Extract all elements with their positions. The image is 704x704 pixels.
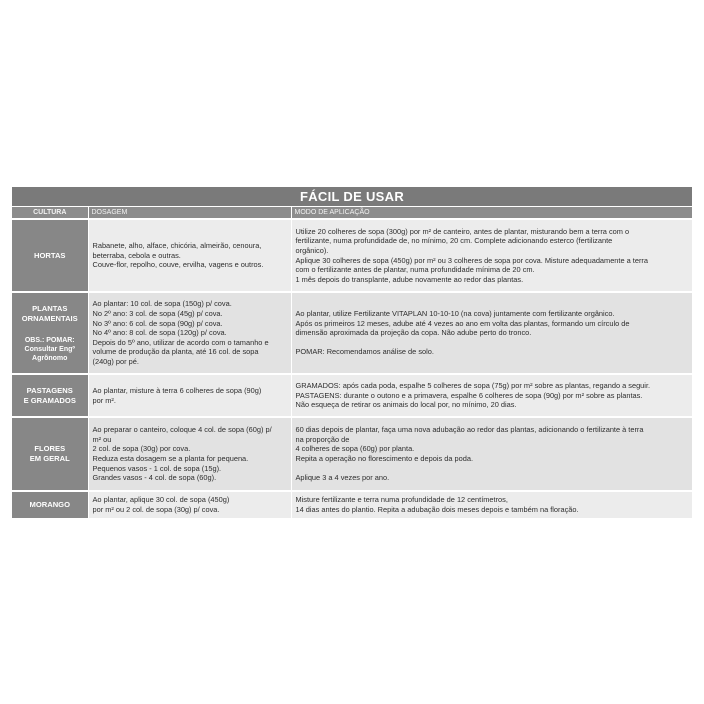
- culture-label: PLANTAS ORNAMENTAIS: [21, 303, 78, 323]
- header-dosagem: DOSAGEM: [88, 207, 291, 220]
- table-row-flores: [12, 417, 692, 491]
- culture-cell: [12, 292, 88, 374]
- header-modo: MODO DE APLICAÇÃO: [291, 207, 692, 220]
- dosage-cell: Ao plantar, aplique 30 col. de sopa (450g) por m² ou 2 col. de sopa (30g) p/ cova.: [88, 491, 291, 518]
- table-row-morango: [12, 491, 692, 518]
- table-row-hortas: [12, 219, 692, 292]
- table-row-pastagens: [12, 374, 692, 417]
- table-row-plantas: [12, 292, 692, 374]
- culture-cell: PASTAGENS E GRAMADOS: [12, 374, 88, 417]
- culture-cell: FLORES EM GERAL: [12, 417, 88, 491]
- dosage-cell: Ao plantar, misture à terra 6 colheres de sopa (90g) por m².: [88, 374, 291, 417]
- header-cultura: CULTURA: [12, 207, 88, 220]
- application-cell: 60 dias depois de plantar, faça uma nova adubação ao redor das plantas, adicionando o fertilizante à terra na proporção de 4 colheres de sopa (60g) por planta. Repita a operação no florescimento e depois da poda. Aplique 3 a 4 vezes por ano.: [291, 417, 692, 491]
- culture-cell: MORANGO: [12, 491, 88, 518]
- application-cell: GRAMADOS: após cada poda, espalhe 5 colheres de sopa (75g) por m² sobre as plantas, regando a seguir. PASTAGENS: durante o outono e a primavera, espalhe 6 colheres de sopa (90g) por m² sobre as plantas. Não esqueça de retirar os animais do local por, no mínimo, 20 dias.: [291, 374, 692, 417]
- dosage-cell: Ao plantar: 10 col. de sopa (150g) p/ cova. No 2º ano: 3 col. de sopa (45g) p/ cova. No 3º ano: 6 col. de sopa (90g) p/ cova. No 4º ano: 8 col. de sopa (120g) p/ cova. Depois do 5º ano, utilizar de acordo com o tamanho e volume de produção da planta, até 16 col. de sopa (240g) por pé.: [88, 292, 291, 374]
- dosage-cell: Ao preparar o canteiro, coloque 4 col. de sopa (60g) p/ m² ou 2 col. de sopa (30g) por cova. Reduza esta dosagem se a planta for pequena. Pequenos vasos - 1 col. de sopa (15g). Grandes vasos - 4 col. de sopa (60g).: [88, 417, 291, 491]
- culture-note: OBS.: POMAR: Consultar Engº Agrônomo: [24, 336, 75, 362]
- header-row: [12, 207, 692, 220]
- table-title: FÁCIL DE USAR: [12, 187, 692, 206]
- application-cell: Ao plantar, utilize Fertilizante VITAPLAN 10-10-10 (na cova) juntamente com fertilizante orgânico. Após os primeiros 12 meses, adube até 4 vezes ao ano em volta das plantas, formando um círculo de dimensão aproximada da projeção da copa. Não adube perto do tronco. POMAR: Recomendamos análise de solo.: [291, 292, 692, 374]
- usage-table-panel: [12, 187, 692, 518]
- usage-table: [12, 206, 693, 518]
- culture-cell: HORTAS: [12, 219, 88, 292]
- dosage-cell: Rabanete, alho, alface, chicória, almeirão, cenoura, beterraba, cebola e outras. Couve-flor, repolho, couve, ervilha, vagens e outros.: [88, 219, 291, 292]
- application-cell: Utilize 20 colheres de sopa (300g) por m² de canteiro, antes de plantar, misturando bem a terra com o fertilizante, numa profundidade de, no mínimo, 20 cm. Complete adicionando esterco (fertilizante orgânico). Aplique 30 colheres de sopa (450g) por m² ou 3 colheres de sopa por cova. Misture adequadamente a terra com o fertilizante antes de plantar, numa profundidade mínima de 20 cm. 1 mês depois do transplante, adube novamente ao redor das plantas.: [291, 219, 692, 292]
- application-cell: Misture fertilizante e terra numa profundidade de 12 centímetros, 14 dias antes do plantio. Repita a adubação dois meses depois e também na floração.: [291, 491, 692, 518]
